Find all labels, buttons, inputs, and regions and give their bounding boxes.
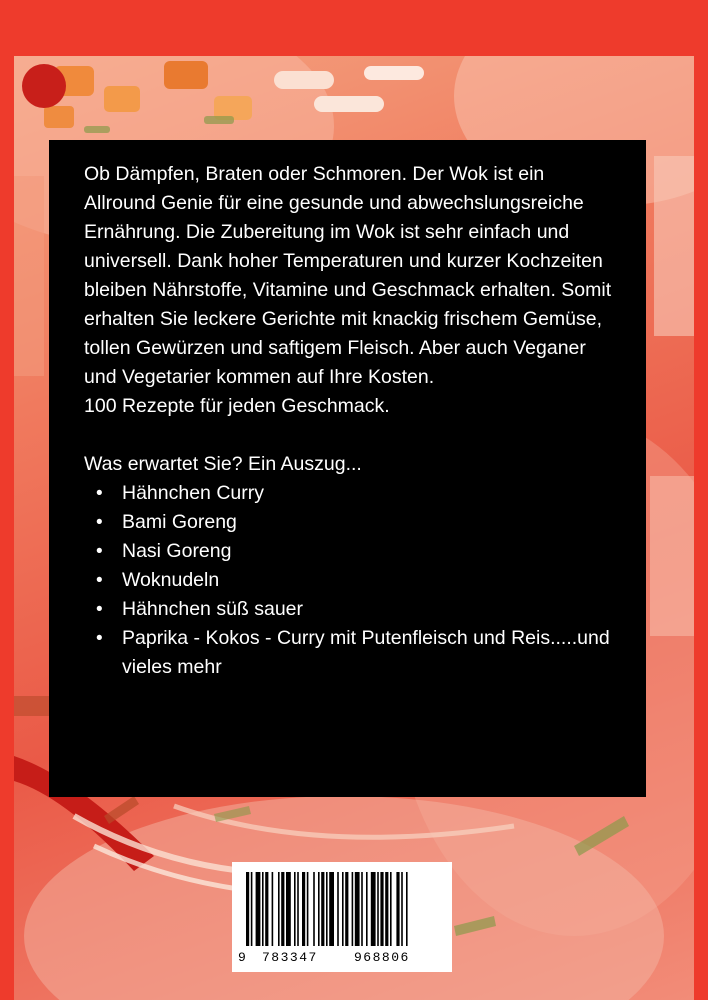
barcode-bar bbox=[313, 872, 315, 946]
barcode-bar bbox=[251, 872, 253, 946]
barcode-group-1: 783347 bbox=[262, 950, 318, 965]
tagline: 100 Rezepte für jeden Geschmack. bbox=[84, 395, 390, 417]
list-item: • Hähnchen Curry bbox=[114, 479, 616, 508]
isbn-barcode bbox=[232, 862, 452, 972]
barcode-bar bbox=[380, 872, 383, 946]
barcode-bar bbox=[361, 872, 363, 946]
barcode-group-2: 968806 bbox=[354, 950, 410, 965]
barcode-bar bbox=[390, 872, 392, 946]
barcode-bar bbox=[302, 872, 305, 946]
barcode-bar bbox=[265, 872, 268, 946]
barcode-bar bbox=[345, 872, 348, 946]
barcode-bar bbox=[337, 872, 339, 946]
list-item: • Bami Goreng bbox=[114, 508, 616, 537]
recipe-list bbox=[84, 479, 616, 682]
barcode-bar bbox=[371, 872, 376, 946]
barcode-bar bbox=[366, 872, 368, 946]
list-item: • Hähnchen süß sauer bbox=[114, 595, 616, 624]
barcode-bar bbox=[377, 872, 379, 946]
barcode-bar bbox=[281, 872, 284, 946]
list-item: • Nasi Goreng bbox=[114, 537, 616, 566]
barcode-bar bbox=[401, 872, 403, 946]
barcode-bar bbox=[246, 872, 249, 946]
barcode-bar bbox=[286, 872, 291, 946]
barcode-bar bbox=[262, 872, 264, 946]
barcode-bar bbox=[278, 872, 280, 946]
barcode-bar bbox=[385, 872, 388, 946]
barcode-lead-digit: 9 bbox=[238, 950, 248, 965]
barcode-bar bbox=[355, 872, 360, 946]
description-panel bbox=[49, 140, 646, 797]
barcode-bar bbox=[396, 872, 399, 946]
barcode-bar bbox=[294, 872, 296, 946]
barcode-bar bbox=[329, 872, 334, 946]
barcode-bar bbox=[326, 872, 328, 946]
barcode-bar bbox=[321, 872, 324, 946]
barcode-bar bbox=[307, 872, 309, 946]
barcode-bar bbox=[297, 872, 299, 946]
list-item: • Woknudeln bbox=[114, 566, 616, 595]
barcode-bar bbox=[318, 872, 320, 946]
list-item: • Paprika - Kokos - Curry mit Putenfleisch und Reis.....und vieles mehr bbox=[114, 624, 616, 682]
list-intro: Was erwartet Sie? Ein Auszug... bbox=[84, 453, 362, 475]
barcode-bars bbox=[232, 862, 452, 950]
barcode-bar bbox=[256, 872, 261, 946]
barcode-bar bbox=[272, 872, 274, 946]
description-paragraph: Ob Dämpfen, Braten oder Schmoren. Der Wok ist ein Allround Genie für eine gesunde und abwechslungsreiche Ernährung. Die Zubereitung im Wok ist sehr einfach und universell. Dank hoher Temperaturen und kurzer Kochzeiten bleiben Nährstoffe, Vitamine und Geschmack erhalten. Somit erhalten Sie leckere Gerichte mit knackig frischem Gemüse, tollen Gewürzen und saftigem Fleisch. Aber auch Veganer und Vegetarier kommen auf Ihre Kosten. bbox=[84, 163, 612, 388]
spacer bbox=[84, 421, 616, 450]
barcode-bar bbox=[342, 872, 344, 946]
barcode-bar bbox=[352, 872, 354, 946]
barcode-bar bbox=[406, 872, 408, 946]
